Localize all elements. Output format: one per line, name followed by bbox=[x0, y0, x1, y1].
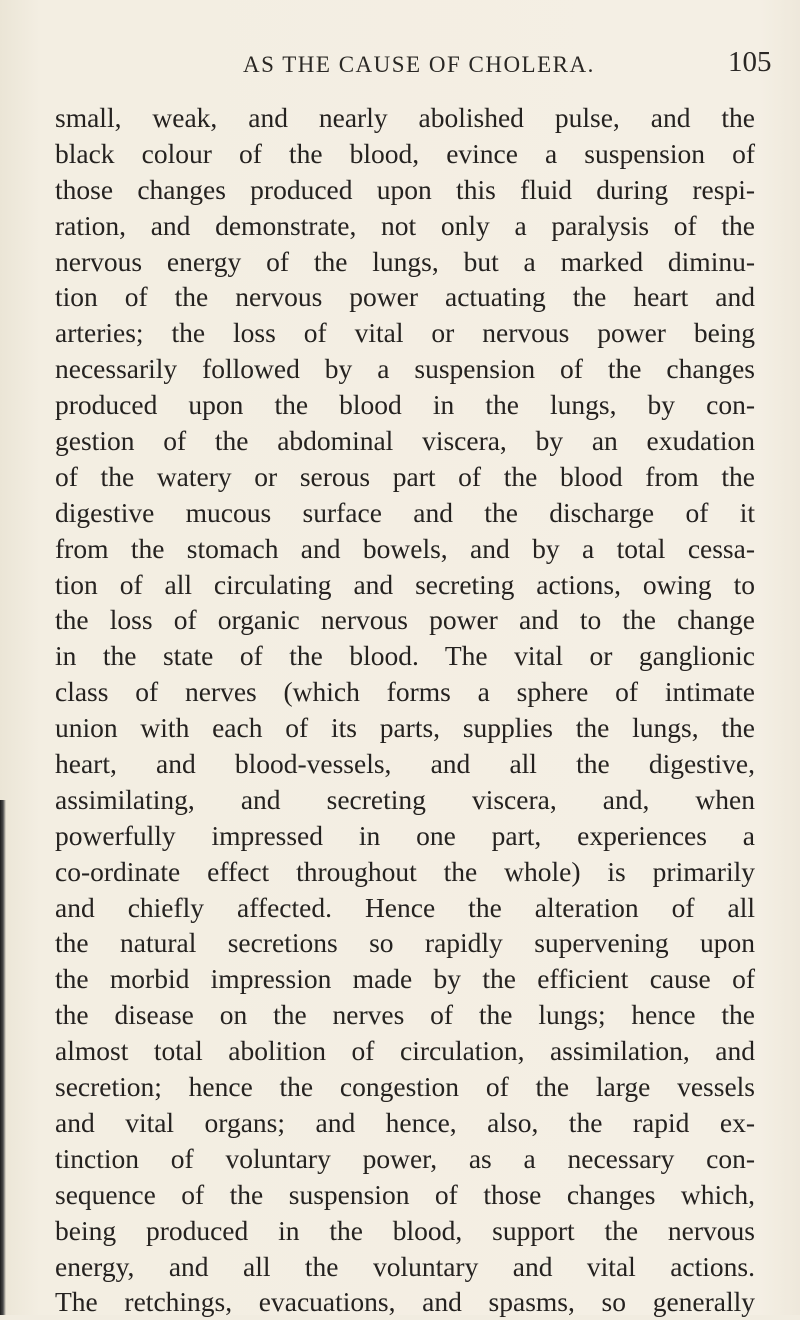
text-line: assimilating, and secreting viscera, and, when bbox=[55, 783, 755, 815]
text-line: from the stomach and bowels, and by a total cessa- bbox=[55, 532, 755, 564]
text-line: of the watery or serous part of the blood from the bbox=[55, 460, 755, 492]
text-line: energy, and all the voluntary and vital actions. bbox=[55, 1250, 755, 1282]
text-line: necessarily followed by a suspension of the changes bbox=[55, 353, 755, 385]
text-line: class of nerves (which forms a sphere of intimate bbox=[55, 676, 755, 708]
text-line: produced upon the blood in the lungs, by con- bbox=[55, 389, 755, 421]
text-line: nervous energy of the lungs, but a marked diminu- bbox=[55, 245, 755, 277]
text-line: the disease on the nerves of the lungs; hence the bbox=[55, 999, 755, 1031]
text-line: the loss of organic nervous power and to the change bbox=[55, 604, 755, 636]
text-line: tinction of voluntary power, as a necessary con- bbox=[55, 1142, 755, 1174]
text-line: arteries; the loss of vital or nervous power being bbox=[55, 317, 755, 349]
text-line: being produced in the blood, support the nervous bbox=[55, 1214, 755, 1246]
text-line: those changes produced upon this fluid during respi- bbox=[55, 173, 755, 205]
body-paragraph bbox=[55, 100, 755, 1320]
text-line: and chiefly affected. Hence the alteration of all bbox=[55, 891, 755, 923]
text-line: almost total abolition of circulation, assimilation, and bbox=[55, 1035, 755, 1067]
text-line: secretion; hence the congestion of the large vessels bbox=[55, 1071, 755, 1103]
text-line: powerfully impressed in one part, experiences a bbox=[55, 819, 755, 851]
text-line: tion of all circulating and secreting actions, owing to bbox=[55, 568, 755, 600]
text-line: heart, and blood-vessels, and all the digestive, bbox=[55, 748, 755, 780]
page-number: 105 bbox=[728, 46, 772, 78]
text-line: gestion of the abdominal viscera, by an exudation bbox=[55, 425, 755, 457]
text-line: The retchings, evacuations, and spasms, so generally bbox=[55, 1286, 755, 1318]
text-line: black colour of the blood, evince a suspension of bbox=[55, 137, 755, 169]
text-line: union with each of its parts, supplies the lungs, the bbox=[55, 712, 755, 744]
text-line: co-ordinate effect throughout the whole) is primarily bbox=[55, 855, 755, 887]
text-line: ration, and demonstrate, not only a paralysis of the bbox=[55, 209, 755, 241]
page-binding-shadow bbox=[0, 800, 6, 1315]
text-line: and vital organs; and hence, also, the rapid ex- bbox=[55, 1106, 755, 1138]
text-line: in the state of the blood. The vital or ganglionic bbox=[55, 640, 755, 672]
text-line: digestive mucous surface and the discharge of it bbox=[55, 496, 755, 528]
text-line: the natural secretions so rapidly supervening upon bbox=[55, 927, 755, 959]
text-line: tion of the nervous power actuating the heart and bbox=[55, 281, 755, 313]
text-line: the morbid impression made by the efficient cause of bbox=[55, 963, 755, 995]
text-line: small, weak, and nearly abolished pulse, and the bbox=[55, 102, 755, 133]
text-line: sequence of the suspension of those changes which, bbox=[55, 1178, 755, 1210]
running-head: AS THE CAUSE OF CHOLERA. bbox=[243, 52, 595, 77]
